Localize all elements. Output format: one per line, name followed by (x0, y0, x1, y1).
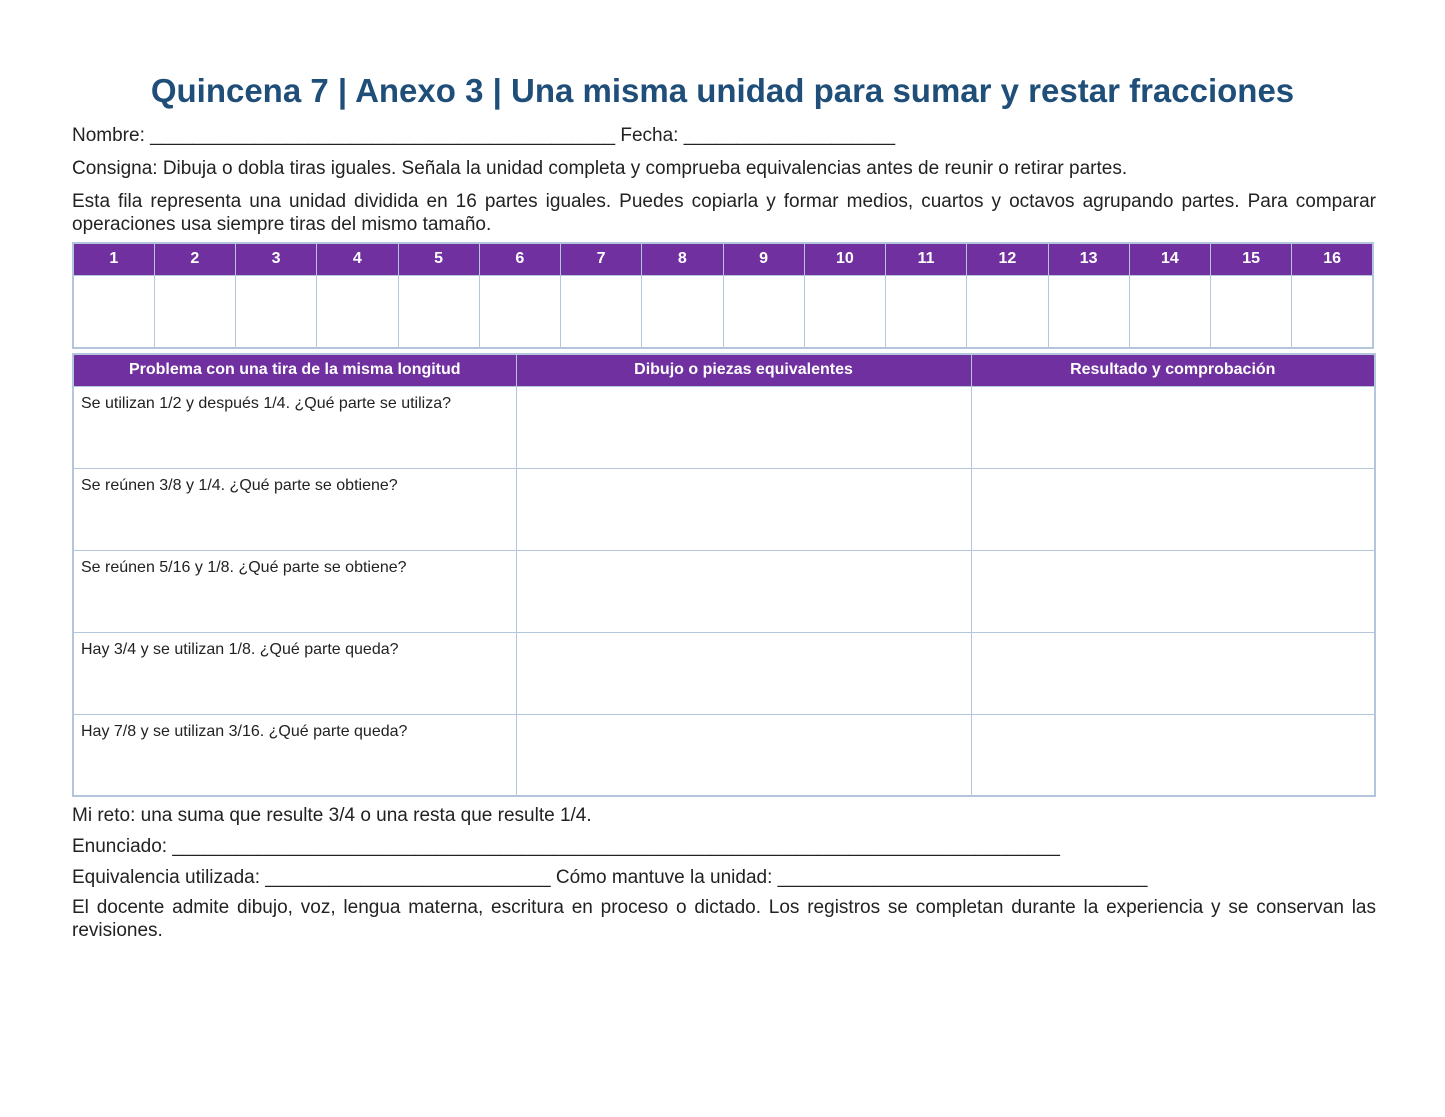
drawing-cell[interactable] (516, 468, 971, 550)
strip-cell[interactable] (236, 275, 317, 348)
strip-number: 1 (73, 243, 154, 275)
strip-number: 10 (804, 243, 885, 275)
strip-cell[interactable] (804, 275, 885, 348)
reto-text: Mi reto: una suma que resulte 3/4 o una resta que resulte 1/4. (72, 805, 592, 826)
page-title: Quincena 7 | Anexo 3 | Una misma unidad para sumar y restar fracciones (150, 72, 1295, 109)
result-cell[interactable] (971, 468, 1375, 550)
strip-number: 7 (561, 243, 642, 275)
strip-cell[interactable] (73, 275, 154, 348)
strip-number: 2 (154, 243, 235, 275)
strip-number: 8 (642, 243, 723, 275)
strip-cell[interactable] (154, 275, 235, 348)
equivalencia-line[interactable]: Equivalencia utilizada: ___________________________ Cómo mantuve la unidad: ___________________________________ (72, 867, 1148, 888)
docente-note: El docente admite dibujo, voz, lengua materna, escritura en proceso o dictado. Los registros se completan durante la experiencia y se conservan las revisiones. (72, 897, 1376, 941)
table-row (73, 468, 1375, 550)
table-header-row (73, 354, 1375, 386)
strip-number: 3 (236, 243, 317, 275)
strip-number: 13 (1048, 243, 1129, 275)
strip-number: 5 (398, 243, 479, 275)
strip-cell[interactable] (723, 275, 804, 348)
strip-number: 11 (886, 243, 967, 275)
strip-number: 15 (1211, 243, 1292, 275)
result-cell[interactable] (971, 632, 1375, 714)
problem-text: Hay 7/8 y se utilizan 3/16. ¿Qué parte queda? (73, 714, 516, 796)
table-row (73, 550, 1375, 632)
drawing-cell[interactable] (516, 714, 971, 796)
strip-cell[interactable] (1048, 275, 1129, 348)
strip-number: 12 (967, 243, 1048, 275)
strip-cells-row (73, 275, 1373, 348)
drawing-cell[interactable] (516, 386, 971, 468)
strip-cell[interactable] (1292, 275, 1373, 348)
strip-cell[interactable] (1129, 275, 1210, 348)
problem-text: Se utilizan 1/2 y después 1/4. ¿Qué parte se utiliza? (73, 386, 516, 468)
strip-cell[interactable] (886, 275, 967, 348)
strip-cell[interactable] (398, 275, 479, 348)
column-header-problema: Problema con una tira de la misma longitud (73, 354, 516, 386)
strip-cell[interactable] (1211, 275, 1292, 348)
strip-cell[interactable] (967, 275, 1048, 348)
fraction-strip (72, 242, 1374, 349)
strip-number: 14 (1129, 243, 1210, 275)
strip-header-row (73, 243, 1373, 275)
column-header-resultado: Resultado y comprobación (971, 354, 1375, 386)
strip-cell[interactable] (561, 275, 642, 348)
intro-text: Esta fila representa una unidad dividida en 16 partes iguales. Puedes copiarla y formar medios, cuartos y octavos agrupando partes. Para comparar operaciones usa siempre tiras del mismo tamaño. (72, 191, 1376, 235)
column-header-dibujo: Dibujo o piezas equivalentes (516, 354, 971, 386)
enunciado-line[interactable]: Enunciado: ____________________________________________________________________________________ (72, 836, 1060, 857)
strip-number: 9 (723, 243, 804, 275)
problem-text: Se reúnen 3/8 y 1/4. ¿Qué parte se obtiene? (73, 468, 516, 550)
result-cell[interactable] (971, 714, 1375, 796)
drawing-cell[interactable] (516, 632, 971, 714)
table-row (73, 714, 1375, 796)
problem-text: Hay 3/4 y se utilizan 1/8. ¿Qué parte queda? (73, 632, 516, 714)
result-cell[interactable] (971, 386, 1375, 468)
table-row (73, 632, 1375, 714)
problems-table (72, 353, 1376, 797)
problem-text: Se reúnen 5/16 y 1/8. ¿Qué parte se obtiene? (73, 550, 516, 632)
strip-cell[interactable] (317, 275, 398, 348)
strip-number: 6 (479, 243, 560, 275)
strip-number: 16 (1292, 243, 1373, 275)
nombre-fecha-line[interactable]: Nombre: ____________________________________________ Fecha: ____________________ (72, 125, 896, 146)
consigna-text: Consigna: Dibuja o dobla tiras iguales. Señala la unidad completa y comprueba equivalencias antes de reunir o retirar partes. (72, 158, 1128, 179)
strip-cell[interactable] (479, 275, 560, 348)
result-cell[interactable] (971, 550, 1375, 632)
table-row (73, 386, 1375, 468)
drawing-cell[interactable] (516, 550, 971, 632)
strip-cell[interactable] (642, 275, 723, 348)
strip-number: 4 (317, 243, 398, 275)
